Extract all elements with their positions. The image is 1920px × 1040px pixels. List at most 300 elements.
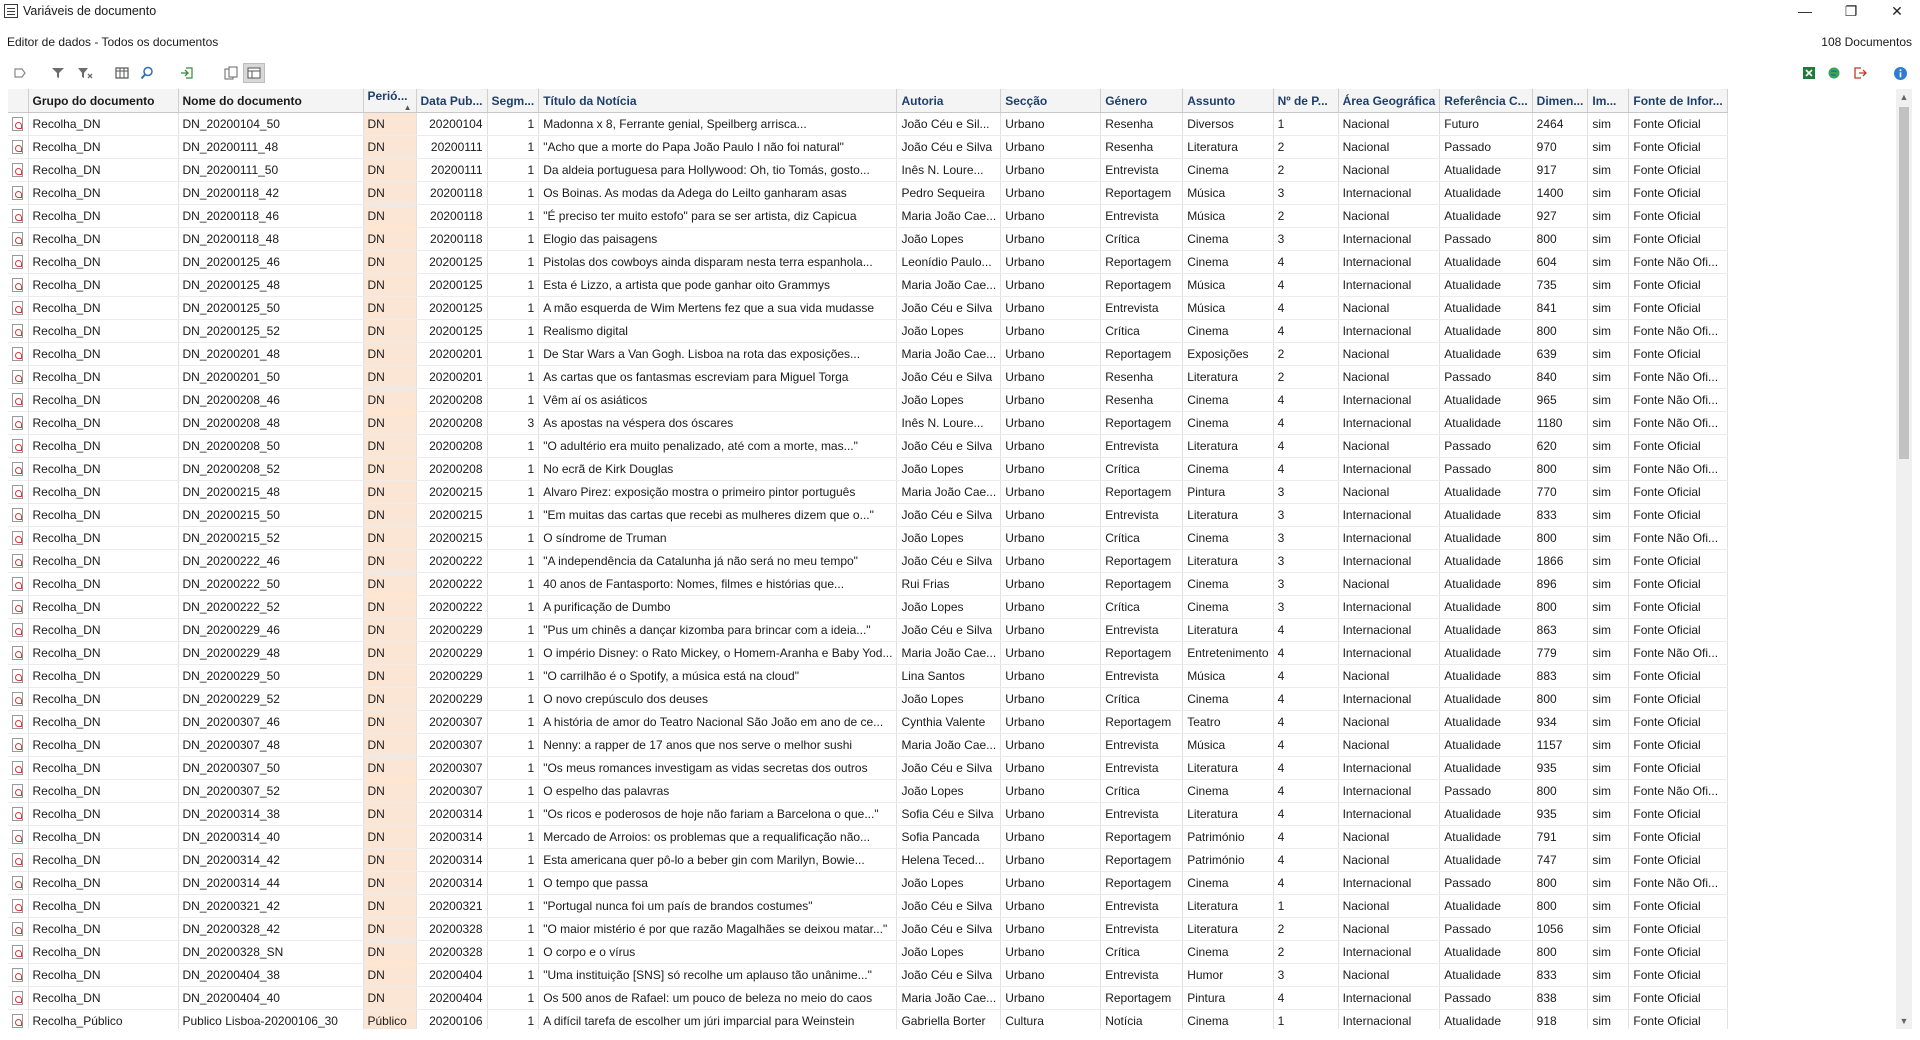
cell-titulo[interactable]: A purificação de Dumbo bbox=[539, 596, 897, 619]
cell-data-pub[interactable]: 20200307 bbox=[416, 757, 487, 780]
cell-grupo[interactable]: Recolha_DN bbox=[28, 941, 178, 964]
pdf-document-icon[interactable] bbox=[12, 163, 23, 177]
cell-data-pub[interactable]: 20200314 bbox=[416, 872, 487, 895]
cell-grupo[interactable]: Recolha_Público bbox=[28, 1010, 178, 1030]
cell-dimensao[interactable]: 800 bbox=[1532, 895, 1588, 918]
table-row[interactable] bbox=[8, 941, 1727, 964]
cell-seccao[interactable]: Urbano bbox=[1001, 274, 1101, 297]
cell-genero[interactable]: Reportagem bbox=[1101, 274, 1183, 297]
cell-referencia[interactable]: Atualidade bbox=[1440, 964, 1532, 987]
cell-periodico[interactable]: Público bbox=[363, 1010, 416, 1030]
cell-nome[interactable]: DN_20200215_48 bbox=[178, 481, 363, 504]
cell-seccao[interactable]: Urbano bbox=[1001, 665, 1101, 688]
cell-seccao[interactable]: Urbano bbox=[1001, 757, 1101, 780]
cell-fonte[interactable]: Fonte Não Ofi... bbox=[1629, 389, 1727, 412]
cell-nome[interactable]: DN_20200125_46 bbox=[178, 251, 363, 274]
cell-referencia[interactable]: Atualidade bbox=[1440, 688, 1532, 711]
cell-genero[interactable]: Crítica bbox=[1101, 228, 1183, 251]
cell-dimensao[interactable]: 896 bbox=[1532, 573, 1588, 596]
cell-periodico[interactable]: DN bbox=[363, 412, 416, 435]
cell-num-pagina[interactable]: 4 bbox=[1273, 780, 1338, 803]
cell-genero[interactable]: Entrevista bbox=[1101, 665, 1183, 688]
cell-fonte[interactable]: Fonte Oficial bbox=[1629, 619, 1727, 642]
cell-seccao[interactable]: Urbano bbox=[1001, 711, 1101, 734]
cell-titulo[interactable]: As apostas na véspera dos óscares bbox=[539, 412, 897, 435]
cell-assunto[interactable]: Literatura bbox=[1183, 895, 1273, 918]
cell-grupo[interactable]: Recolha_DN bbox=[28, 343, 178, 366]
column-header-dimensao[interactable] bbox=[1532, 89, 1588, 113]
cell-segmento[interactable]: 1 bbox=[487, 803, 539, 826]
cell-imagem[interactable]: sim bbox=[1588, 918, 1629, 941]
cell-fonte[interactable]: Fonte Oficial bbox=[1629, 435, 1727, 458]
cell-area-geografica[interactable]: Internacional bbox=[1338, 274, 1440, 297]
cell-area-geografica[interactable]: Internacional bbox=[1338, 596, 1440, 619]
cell-data-pub[interactable]: 20200125 bbox=[416, 297, 487, 320]
cell-dimensao[interactable]: 1180 bbox=[1532, 412, 1588, 435]
cell-titulo[interactable]: Da aldeia portuguesa para Hollywood: Oh, tio Tomás, gosto... bbox=[539, 159, 897, 182]
cell-segmento[interactable]: 1 bbox=[487, 320, 539, 343]
cell-segmento[interactable]: 1 bbox=[487, 964, 539, 987]
cell-imagem[interactable]: sim bbox=[1588, 389, 1629, 412]
cell-periodico[interactable]: DN bbox=[363, 435, 416, 458]
cell-referencia[interactable]: Atualidade bbox=[1440, 412, 1532, 435]
cell-nome[interactable]: DN_20200404_38 bbox=[178, 964, 363, 987]
cell-area-geografica[interactable]: Nacional bbox=[1338, 136, 1440, 159]
cell-segmento[interactable]: 1 bbox=[487, 849, 539, 872]
cell-seccao[interactable]: Urbano bbox=[1001, 619, 1101, 642]
cell-genero[interactable]: Entrevista bbox=[1101, 803, 1183, 826]
cell-titulo[interactable]: "O carrilhão é o Spotify, a música está na cloud" bbox=[539, 665, 897, 688]
cell-imagem[interactable]: sim bbox=[1588, 849, 1629, 872]
cell-titulo[interactable]: "Portugal nunca foi um país de brandos costumes" bbox=[539, 895, 897, 918]
cell-periodico[interactable]: DN bbox=[363, 872, 416, 895]
cell-data-pub[interactable]: 20200118 bbox=[416, 182, 487, 205]
cell-nome[interactable]: DN_20200307_50 bbox=[178, 757, 363, 780]
cell-num-pagina[interactable]: 1 bbox=[1273, 113, 1338, 136]
cell-assunto[interactable]: Teatro bbox=[1183, 711, 1273, 734]
cell-nome[interactable]: DN_20200118_48 bbox=[178, 228, 363, 251]
table-row[interactable] bbox=[8, 1010, 1727, 1030]
cell-autoria[interactable]: João Céu e Silva bbox=[897, 918, 1001, 941]
cell-data-pub[interactable]: 20200104 bbox=[416, 113, 487, 136]
cell-genero[interactable]: Crítica bbox=[1101, 941, 1183, 964]
cell-grupo[interactable]: Recolha_DN bbox=[28, 159, 178, 182]
cell-num-pagina[interactable]: 4 bbox=[1273, 987, 1338, 1010]
cell-fonte[interactable]: Fonte Oficial bbox=[1629, 895, 1727, 918]
cell-area-geografica[interactable]: Internacional bbox=[1338, 412, 1440, 435]
cell-genero[interactable]: Reportagem bbox=[1101, 182, 1183, 205]
cell-dimensao[interactable]: 2464 bbox=[1532, 113, 1588, 136]
cell-fonte[interactable]: Fonte Oficial bbox=[1629, 711, 1727, 734]
column-header-area-geografica[interactable] bbox=[1338, 89, 1440, 113]
pdf-document-icon[interactable] bbox=[12, 646, 23, 660]
table-row[interactable] bbox=[8, 297, 1727, 320]
table-row[interactable] bbox=[8, 642, 1727, 665]
cell-grupo[interactable]: Recolha_DN bbox=[28, 205, 178, 228]
cell-dimensao[interactable]: 883 bbox=[1532, 665, 1588, 688]
cell-segmento[interactable]: 1 bbox=[487, 941, 539, 964]
cell-periodico[interactable]: DN bbox=[363, 619, 416, 642]
cell-referencia[interactable]: Atualidade bbox=[1440, 826, 1532, 849]
cell-imagem[interactable]: sim bbox=[1588, 366, 1629, 389]
cell-seccao[interactable]: Urbano bbox=[1001, 826, 1101, 849]
cell-assunto[interactable]: Diversos bbox=[1183, 113, 1273, 136]
cell-fonte[interactable]: Fonte Oficial bbox=[1629, 550, 1727, 573]
cell-imagem[interactable]: sim bbox=[1588, 665, 1629, 688]
table-row[interactable] bbox=[8, 182, 1727, 205]
cell-grupo[interactable]: Recolha_DN bbox=[28, 895, 178, 918]
cell-segmento[interactable]: 1 bbox=[487, 274, 539, 297]
table-row[interactable] bbox=[8, 688, 1727, 711]
cell-fonte[interactable]: Fonte Oficial bbox=[1629, 297, 1727, 320]
cell-seccao[interactable]: Urbano bbox=[1001, 113, 1101, 136]
cell-imagem[interactable]: sim bbox=[1588, 274, 1629, 297]
cell-nome[interactable]: DN_20200125_52 bbox=[178, 320, 363, 343]
cell-fonte[interactable]: Fonte Oficial bbox=[1629, 481, 1727, 504]
cell-seccao[interactable]: Urbano bbox=[1001, 964, 1101, 987]
cell-seccao[interactable]: Urbano bbox=[1001, 849, 1101, 872]
cell-grupo[interactable]: Recolha_DN bbox=[28, 642, 178, 665]
cell-referencia[interactable]: Atualidade bbox=[1440, 803, 1532, 826]
cell-grupo[interactable]: Recolha_DN bbox=[28, 780, 178, 803]
cell-area-geografica[interactable]: Nacional bbox=[1338, 964, 1440, 987]
cell-autoria[interactable]: João Lopes bbox=[897, 389, 1001, 412]
cell-fonte[interactable]: Fonte Não Ofi... bbox=[1629, 780, 1727, 803]
table-row[interactable] bbox=[8, 205, 1727, 228]
cell-segmento[interactable]: 1 bbox=[487, 918, 539, 941]
cell-referencia[interactable]: Atualidade bbox=[1440, 343, 1532, 366]
cell-nome[interactable]: DN_20200215_50 bbox=[178, 504, 363, 527]
cell-imagem[interactable]: sim bbox=[1588, 136, 1629, 159]
cell-area-geografica[interactable]: Internacional bbox=[1338, 504, 1440, 527]
cell-grupo[interactable]: Recolha_DN bbox=[28, 987, 178, 1010]
cell-seccao[interactable]: Urbano bbox=[1001, 987, 1101, 1010]
cell-autoria[interactable]: Gabriella Borter bbox=[897, 1010, 1001, 1030]
cell-autoria[interactable]: João Céu e Sil... bbox=[897, 113, 1001, 136]
cell-num-pagina[interactable]: 4 bbox=[1273, 757, 1338, 780]
cell-nome[interactable]: DN_20200307_48 bbox=[178, 734, 363, 757]
cell-num-pagina[interactable]: 4 bbox=[1273, 734, 1338, 757]
table-row[interactable] bbox=[8, 527, 1727, 550]
cell-assunto[interactable]: Literatura bbox=[1183, 366, 1273, 389]
cell-data-pub[interactable]: 20200222 bbox=[416, 550, 487, 573]
cell-assunto[interactable]: Entretenimento bbox=[1183, 642, 1273, 665]
cell-assunto[interactable]: Literatura bbox=[1183, 918, 1273, 941]
cell-num-pagina[interactable]: 1 bbox=[1273, 895, 1338, 918]
table-row[interactable] bbox=[8, 803, 1727, 826]
cell-seccao[interactable]: Urbano bbox=[1001, 435, 1101, 458]
cell-fonte[interactable]: Fonte Não Ofi... bbox=[1629, 366, 1727, 389]
cell-autoria[interactable]: João Céu e Silva bbox=[897, 297, 1001, 320]
cell-fonte[interactable]: Fonte Oficial bbox=[1629, 504, 1727, 527]
cell-data-pub[interactable]: 20200229 bbox=[416, 619, 487, 642]
cell-grupo[interactable]: Recolha_DN bbox=[28, 481, 178, 504]
cell-fonte[interactable]: Fonte Oficial bbox=[1629, 113, 1727, 136]
cell-area-geografica[interactable]: Internacional bbox=[1338, 527, 1440, 550]
cell-dimensao[interactable]: 918 bbox=[1532, 1010, 1588, 1030]
cell-fonte[interactable]: Fonte Oficial bbox=[1629, 964, 1727, 987]
cell-periodico[interactable]: DN bbox=[363, 573, 416, 596]
cell-titulo[interactable]: Nenny: a rapper de 17 anos que nos serve o melhor sushi bbox=[539, 734, 897, 757]
cell-seccao[interactable]: Urbano bbox=[1001, 688, 1101, 711]
column-header-data-pub[interactable] bbox=[416, 89, 487, 113]
cell-genero[interactable]: Reportagem bbox=[1101, 412, 1183, 435]
cell-referencia[interactable]: Passado bbox=[1440, 918, 1532, 941]
cell-assunto[interactable]: Música bbox=[1183, 734, 1273, 757]
cell-referencia[interactable]: Atualidade bbox=[1440, 1010, 1532, 1030]
pdf-document-icon[interactable] bbox=[12, 393, 23, 407]
cell-imagem[interactable]: sim bbox=[1588, 412, 1629, 435]
cell-segmento[interactable]: 1 bbox=[487, 642, 539, 665]
cell-data-pub[interactable]: 20200328 bbox=[416, 918, 487, 941]
cell-grupo[interactable]: Recolha_DN bbox=[28, 412, 178, 435]
table-row[interactable] bbox=[8, 895, 1727, 918]
cell-grupo[interactable]: Recolha_DN bbox=[28, 435, 178, 458]
cell-referencia[interactable]: Atualidade bbox=[1440, 711, 1532, 734]
cell-data-pub[interactable]: 20200229 bbox=[416, 665, 487, 688]
cell-autoria[interactable]: João Lopes bbox=[897, 941, 1001, 964]
cell-seccao[interactable]: Urbano bbox=[1001, 343, 1101, 366]
column-header-genero[interactable] bbox=[1101, 89, 1183, 113]
cell-periodico[interactable]: DN bbox=[363, 205, 416, 228]
cell-assunto[interactable]: Música bbox=[1183, 274, 1273, 297]
cell-dimensao[interactable]: 779 bbox=[1532, 642, 1588, 665]
cell-segmento[interactable]: 1 bbox=[487, 619, 539, 642]
cell-genero[interactable]: Reportagem bbox=[1101, 642, 1183, 665]
cell-periodico[interactable]: DN bbox=[363, 941, 416, 964]
table-row[interactable] bbox=[8, 665, 1727, 688]
cell-genero[interactable]: Resenha bbox=[1101, 389, 1183, 412]
table-row[interactable] bbox=[8, 274, 1727, 297]
cell-imagem[interactable]: sim bbox=[1588, 1010, 1629, 1030]
cell-data-pub[interactable]: 20200118 bbox=[416, 205, 487, 228]
cell-titulo[interactable]: O império Disney: o Rato Mickey, o Homem-Aranha e Baby Yod... bbox=[539, 642, 897, 665]
cell-referencia[interactable]: Atualidade bbox=[1440, 550, 1532, 573]
cell-titulo[interactable]: Os Boinas. As modas da Adega do Leilto ganharam asas bbox=[539, 182, 897, 205]
cell-referencia[interactable]: Atualidade bbox=[1440, 757, 1532, 780]
cell-dimensao[interactable]: 800 bbox=[1532, 228, 1588, 251]
cell-nome[interactable]: DN_20200208_52 bbox=[178, 458, 363, 481]
cell-area-geografica[interactable]: Internacional bbox=[1338, 688, 1440, 711]
cell-fonte[interactable]: Fonte Oficial bbox=[1629, 734, 1727, 757]
cell-nome[interactable]: DN_20200208_50 bbox=[178, 435, 363, 458]
cell-nome[interactable]: DN_20200229_46 bbox=[178, 619, 363, 642]
cell-assunto[interactable]: Música bbox=[1183, 665, 1273, 688]
pdf-document-icon[interactable] bbox=[12, 140, 23, 154]
cell-segmento[interactable]: 1 bbox=[487, 688, 539, 711]
cell-assunto[interactable]: Pintura bbox=[1183, 987, 1273, 1010]
cell-referencia[interactable]: Atualidade bbox=[1440, 527, 1532, 550]
cell-referencia[interactable]: Atualidade bbox=[1440, 251, 1532, 274]
cell-imagem[interactable]: sim bbox=[1588, 205, 1629, 228]
cell-area-geografica[interactable]: Internacional bbox=[1338, 803, 1440, 826]
cell-grupo[interactable]: Recolha_DN bbox=[28, 320, 178, 343]
table-row[interactable] bbox=[8, 872, 1727, 895]
cell-assunto[interactable]: Cinema bbox=[1183, 573, 1273, 596]
cell-grupo[interactable]: Recolha_DN bbox=[28, 596, 178, 619]
cell-segmento[interactable]: 1 bbox=[487, 205, 539, 228]
cell-area-geografica[interactable]: Nacional bbox=[1338, 297, 1440, 320]
cell-area-geografica[interactable]: Nacional bbox=[1338, 343, 1440, 366]
pdf-document-icon[interactable] bbox=[12, 876, 23, 890]
cell-imagem[interactable]: sim bbox=[1588, 458, 1629, 481]
cell-num-pagina[interactable]: 2 bbox=[1273, 366, 1338, 389]
cell-num-pagina[interactable]: 3 bbox=[1273, 573, 1338, 596]
cell-nome[interactable]: DN_20200222_50 bbox=[178, 573, 363, 596]
cell-periodico[interactable]: DN bbox=[363, 481, 416, 504]
cell-num-pagina[interactable]: 3 bbox=[1273, 550, 1338, 573]
cell-segmento[interactable]: 1 bbox=[487, 826, 539, 849]
cell-nome[interactable]: DN_20200201_48 bbox=[178, 343, 363, 366]
table-row[interactable] bbox=[8, 596, 1727, 619]
cell-segmento[interactable]: 1 bbox=[487, 780, 539, 803]
cell-seccao[interactable]: Cultura bbox=[1001, 1010, 1101, 1030]
cell-data-pub[interactable]: 20200328 bbox=[416, 941, 487, 964]
cell-area-geografica[interactable]: Internacional bbox=[1338, 987, 1440, 1010]
pdf-document-icon[interactable] bbox=[12, 623, 23, 637]
cell-grupo[interactable]: Recolha_DN bbox=[28, 711, 178, 734]
cell-segmento[interactable]: 1 bbox=[487, 113, 539, 136]
cell-genero[interactable]: Reportagem bbox=[1101, 251, 1183, 274]
cell-genero[interactable]: Reportagem bbox=[1101, 343, 1183, 366]
cell-num-pagina[interactable]: 3 bbox=[1273, 182, 1338, 205]
cell-segmento[interactable]: 1 bbox=[487, 527, 539, 550]
cell-grupo[interactable]: Recolha_DN bbox=[28, 251, 178, 274]
cell-imagem[interactable]: sim bbox=[1588, 159, 1629, 182]
cell-fonte[interactable]: Fonte Oficial bbox=[1629, 665, 1727, 688]
cell-dimensao[interactable]: 840 bbox=[1532, 366, 1588, 389]
cell-dimensao[interactable]: 1056 bbox=[1532, 918, 1588, 941]
cell-num-pagina[interactable]: 4 bbox=[1273, 665, 1338, 688]
cell-area-geografica[interactable]: Nacional bbox=[1338, 826, 1440, 849]
cell-periodico[interactable]: DN bbox=[363, 297, 416, 320]
cell-fonte[interactable]: Fonte Oficial bbox=[1629, 136, 1727, 159]
cell-genero[interactable]: Entrevista bbox=[1101, 159, 1183, 182]
cell-seccao[interactable]: Urbano bbox=[1001, 251, 1101, 274]
cell-nome[interactable]: DN_20200321_42 bbox=[178, 895, 363, 918]
table-row[interactable] bbox=[8, 987, 1727, 1010]
cell-fonte[interactable]: Fonte Oficial bbox=[1629, 941, 1727, 964]
cell-segmento[interactable]: 1 bbox=[487, 136, 539, 159]
cell-autoria[interactable]: Cynthia Valente bbox=[897, 711, 1001, 734]
cell-titulo[interactable]: Vêm aí os asiáticos bbox=[539, 389, 897, 412]
cell-nome[interactable]: DN_20200118_42 bbox=[178, 182, 363, 205]
cell-grupo[interactable]: Recolha_DN bbox=[28, 849, 178, 872]
cell-segmento[interactable]: 1 bbox=[487, 987, 539, 1010]
cell-periodico[interactable]: DN bbox=[363, 757, 416, 780]
cell-grupo[interactable]: Recolha_DN bbox=[28, 182, 178, 205]
cell-referencia[interactable]: Passado bbox=[1440, 366, 1532, 389]
cell-fonte[interactable]: Fonte Oficial bbox=[1629, 343, 1727, 366]
cell-nome[interactable]: DN_20200328_SN bbox=[178, 941, 363, 964]
cell-dimensao[interactable]: 770 bbox=[1532, 481, 1588, 504]
cell-titulo[interactable]: "É preciso ter muito estofo" para se ser artista, diz Capicua bbox=[539, 205, 897, 228]
cell-autoria[interactable]: João Céu e Silva bbox=[897, 895, 1001, 918]
cell-autoria[interactable]: João Céu e Silva bbox=[897, 136, 1001, 159]
cell-seccao[interactable]: Urbano bbox=[1001, 550, 1101, 573]
cell-grupo[interactable]: Recolha_DN bbox=[28, 688, 178, 711]
cell-data-pub[interactable]: 20200222 bbox=[416, 573, 487, 596]
column-header-seccao[interactable] bbox=[1001, 89, 1101, 113]
cell-data-pub[interactable]: 20200125 bbox=[416, 251, 487, 274]
cell-assunto[interactable]: Música bbox=[1183, 297, 1273, 320]
cell-segmento[interactable]: 1 bbox=[487, 734, 539, 757]
cell-segmento[interactable]: 1 bbox=[487, 481, 539, 504]
cell-periodico[interactable]: DN bbox=[363, 665, 416, 688]
cell-genero[interactable]: Entrevista bbox=[1101, 964, 1183, 987]
cell-autoria[interactable]: João Céu e Silva bbox=[897, 504, 1001, 527]
cell-data-pub[interactable]: 20200111 bbox=[416, 136, 487, 159]
cell-grupo[interactable]: Recolha_DN bbox=[28, 826, 178, 849]
cell-seccao[interactable]: Urbano bbox=[1001, 918, 1101, 941]
cell-referencia[interactable]: Passado bbox=[1440, 987, 1532, 1010]
cell-num-pagina[interactable]: 4 bbox=[1273, 642, 1338, 665]
cell-dimensao[interactable]: 800 bbox=[1532, 527, 1588, 550]
pdf-document-icon[interactable] bbox=[12, 186, 23, 200]
cell-grupo[interactable]: Recolha_DN bbox=[28, 550, 178, 573]
cell-data-pub[interactable]: 20200321 bbox=[416, 895, 487, 918]
cell-autoria[interactable]: João Lopes bbox=[897, 320, 1001, 343]
column-header-autoria[interactable] bbox=[897, 89, 1001, 113]
cell-fonte[interactable]: Fonte Oficial bbox=[1629, 228, 1727, 251]
cell-referencia[interactable]: Passado bbox=[1440, 228, 1532, 251]
cell-data-pub[interactable]: 20200208 bbox=[416, 412, 487, 435]
cell-periodico[interactable]: DN bbox=[363, 458, 416, 481]
cell-segmento[interactable]: 1 bbox=[487, 895, 539, 918]
cell-fonte[interactable]: Fonte Oficial bbox=[1629, 849, 1727, 872]
cell-genero[interactable]: Reportagem bbox=[1101, 826, 1183, 849]
cell-assunto[interactable]: Literatura bbox=[1183, 803, 1273, 826]
cell-fonte[interactable]: Fonte Não Ofi... bbox=[1629, 412, 1727, 435]
cell-segmento[interactable]: 1 bbox=[487, 182, 539, 205]
grid-view-icon[interactable] bbox=[243, 63, 265, 83]
cell-autoria[interactable]: João Céu e Silva bbox=[897, 435, 1001, 458]
cell-imagem[interactable]: sim bbox=[1588, 320, 1629, 343]
cell-genero[interactable]: Resenha bbox=[1101, 136, 1183, 159]
cell-periodico[interactable]: DN bbox=[363, 182, 416, 205]
cell-referencia[interactable]: Atualidade bbox=[1440, 642, 1532, 665]
cell-assunto[interactable]: Música bbox=[1183, 182, 1273, 205]
cell-autoria[interactable]: João Céu e Silva bbox=[897, 550, 1001, 573]
cell-titulo[interactable]: Mercado de Arroios: os problemas que a requalificação não... bbox=[539, 826, 897, 849]
cell-num-pagina[interactable]: 4 bbox=[1273, 320, 1338, 343]
cell-area-geografica[interactable]: Internacional bbox=[1338, 642, 1440, 665]
pdf-document-icon[interactable] bbox=[12, 807, 23, 821]
column-header-referencia[interactable] bbox=[1440, 89, 1532, 113]
cell-imagem[interactable]: sim bbox=[1588, 596, 1629, 619]
cell-imagem[interactable]: sim bbox=[1588, 113, 1629, 136]
cell-area-geografica[interactable]: Internacional bbox=[1338, 1010, 1440, 1030]
cell-data-pub[interactable]: 20200208 bbox=[416, 435, 487, 458]
cell-referencia[interactable]: Passado bbox=[1440, 458, 1532, 481]
cell-imagem[interactable]: sim bbox=[1588, 182, 1629, 205]
cell-imagem[interactable]: sim bbox=[1588, 941, 1629, 964]
cell-dimensao[interactable]: 934 bbox=[1532, 711, 1588, 734]
export-icon[interactable] bbox=[176, 63, 198, 83]
cell-referencia[interactable]: Atualidade bbox=[1440, 941, 1532, 964]
cell-titulo[interactable]: "O adultério era muito penalizado, até com a morte, mas..." bbox=[539, 435, 897, 458]
cell-seccao[interactable]: Urbano bbox=[1001, 642, 1101, 665]
cell-segmento[interactable]: 1 bbox=[487, 343, 539, 366]
cell-periodico[interactable]: DN bbox=[363, 826, 416, 849]
cell-fonte[interactable]: Fonte Oficial bbox=[1629, 987, 1727, 1010]
cell-fonte[interactable]: Fonte Oficial bbox=[1629, 159, 1727, 182]
cell-seccao[interactable]: Urbano bbox=[1001, 412, 1101, 435]
cell-dimensao[interactable]: 1866 bbox=[1532, 550, 1588, 573]
cell-autoria[interactable]: Maria João Cae... bbox=[897, 734, 1001, 757]
cell-dimensao[interactable]: 604 bbox=[1532, 251, 1588, 274]
pdf-document-icon[interactable] bbox=[12, 554, 23, 568]
